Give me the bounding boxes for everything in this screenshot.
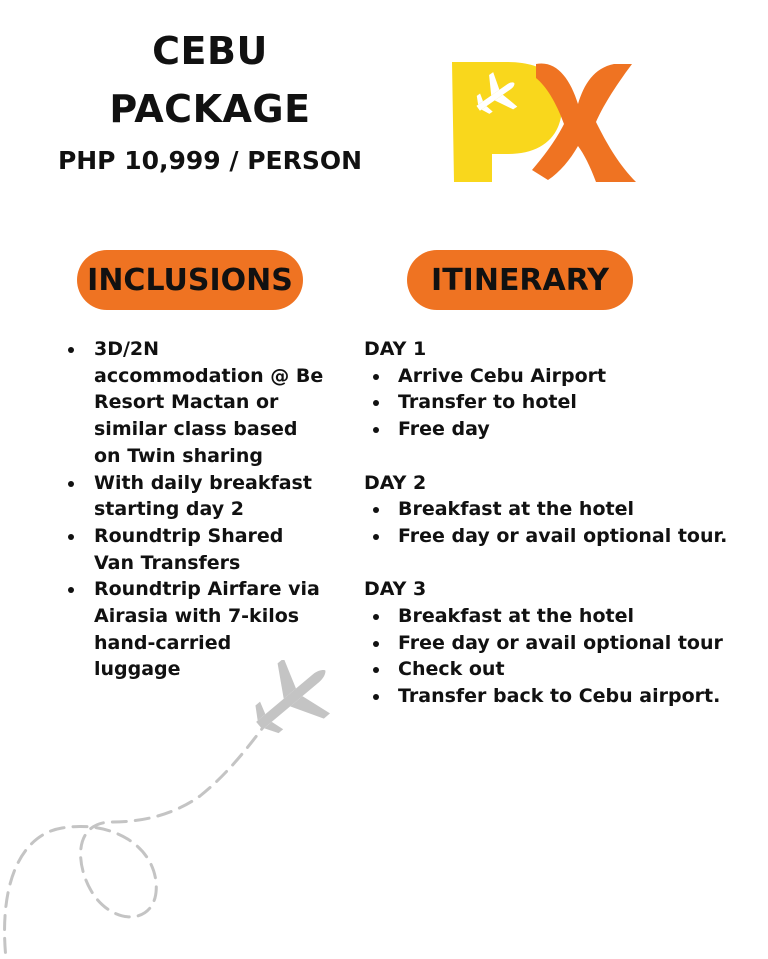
day-2-items [364,496,764,549]
itinerary-header-label: ITINERARY [431,262,609,298]
title-line-cebu: CEBU [152,29,268,73]
inclusion-item-breakfast: With daily breakfast starting day 2 [62,470,324,523]
day-3-item: Check out [364,656,764,683]
inclusions-header-pill [77,250,303,310]
day-3-item: Transfer back to Cebu airport. [364,683,764,710]
inclusions-header-label: INCLUSIONS [87,262,293,298]
day-2-item: Breakfast at the hotel [364,496,764,523]
day-1-label: DAY 1 [364,338,427,360]
package-title-block [40,22,380,175]
package-price: PHP 10,999 / PERSON [57,146,363,175]
day-1-items [364,363,764,443]
day-3-item: Breakfast at the hotel [364,603,764,630]
day-3-item: Free day or avail optional tour [364,630,764,657]
title-line-package: PACKAGE [109,87,311,131]
itinerary-list [364,336,764,710]
inclusion-item-airfare: Roundtrip Airfare via Airasia with 7-kilos hand-carried luggage [62,576,324,683]
day-1-item: Arrive Cebu Airport [364,363,764,390]
px-logo-icon [444,56,640,186]
day-2-label: DAY 2 [364,471,427,494]
inclusions-list [62,336,324,683]
day-2-item: Free day or avail optional tour. [364,523,764,550]
day-1-item: Free day [364,416,764,443]
inclusion-item-van-transfers: Roundtrip Shared Van Transfers [62,523,324,576]
airplane-icon [236,660,340,753]
day-1-item: Transfer to hotel [364,389,764,416]
day-3-items [364,603,764,710]
inclusion-item-accommodation: 3D/2N accommodation @ Be Resort Mactan or similar class based on Twin sharing [62,336,324,470]
dashed-flight-path [5,718,270,959]
day-3-label: DAY 3 [364,578,427,601]
itinerary-header-pill [407,250,633,310]
airplane-flight-path-decoration [0,660,340,959]
